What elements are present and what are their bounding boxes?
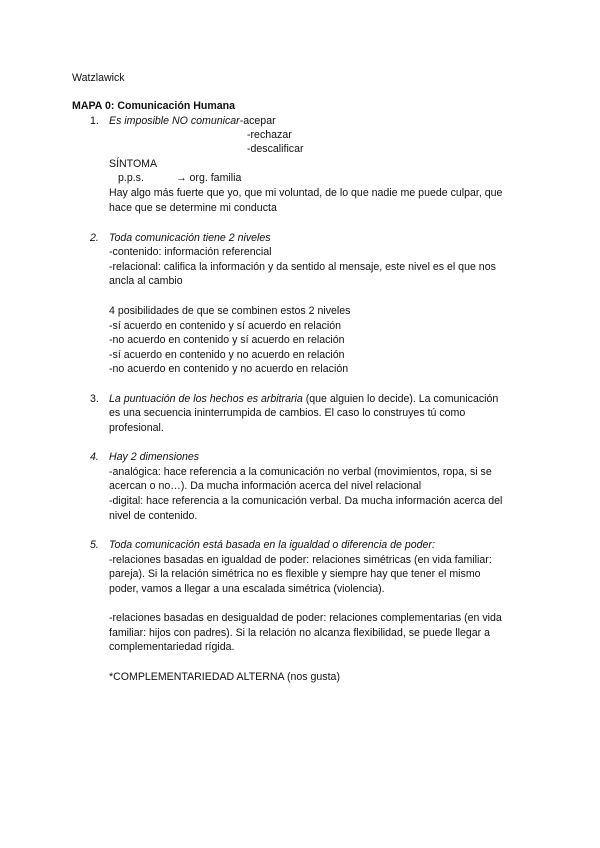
item-4-line-2: acercan o no…). Da mucha información acerca del nivel relacional	[109, 480, 422, 492]
item-1-heading-line	[109, 115, 276, 128]
item-2-line-6: -no acuerdo en contenido y sí acuerdo en relación	[109, 334, 345, 346]
item-2-line-2: -relacional: califica la información y da sentido al mensaje, este nivel es el que nos	[109, 261, 496, 273]
item-1-heading: Es imposible NO comunicar	[109, 115, 240, 127]
item-2-number: 2.	[90, 232, 99, 244]
item-5-heading: Toda comunicación está basada en la igualdad o diferencia de poder:	[109, 539, 435, 551]
author-line: Watzlawick	[72, 72, 125, 84]
item-1-pps: p.p.s.	[118, 172, 144, 184]
item-3-heading: La puntuación de los hechos es arbitraria	[109, 393, 303, 405]
item-5-line-4: -relaciones basadas en desigualdad de poder: relaciones complementarias (en vida	[109, 612, 502, 624]
item-2-heading: Toda comunicación tiene 2 niveles	[109, 232, 271, 244]
item-3-line-1	[109, 393, 498, 406]
item-5-line-7: *COMPLEMENTARIEDAD ALTERNA (nos gusta)	[109, 671, 340, 683]
item-5-line-2: pareja). Si la relación simétrica no es flexible y siempre hay que tener el mismo	[109, 568, 481, 580]
item-1-sintoma: SÍNTOMA	[109, 158, 158, 170]
item-5-line-5: familiar: hijos con padres). Si la relación no alcanza flexibilidad, se puede llegar a	[109, 627, 490, 639]
item-4-line-4: nivel de contenido.	[109, 510, 198, 522]
item-5-number: 5.	[90, 539, 99, 551]
item-5-line-1: -relaciones basadas en igualdad de poder: relaciones simétricas (en vida familiar:	[109, 554, 492, 566]
item-4-number: 4.	[90, 451, 99, 463]
item-3-number: 3.	[90, 393, 99, 405]
item-4-line-3: -digital: hace referencia a la comunicación verbal. Da mucha información acerca del	[109, 495, 503, 507]
item-5-line-3: poder, vamos a llegar a una escalada simétrica (violencia).	[109, 583, 385, 595]
item-1-text-2: hace que se determine mi conducta	[109, 202, 277, 214]
item-1-option-reject: -rechazar	[247, 129, 292, 141]
item-1-option-disqualify: -descalificar	[247, 143, 304, 155]
document-title: MAPA 0: Comunicación Humana	[72, 100, 236, 112]
item-1-arrow-line: → org. familia	[176, 172, 242, 184]
item-2-line-3: ancla al cambio	[109, 275, 183, 287]
item-3-line-2: es una secuencia ininterrumpida de cambios. El caso lo construyes tú como	[109, 407, 466, 419]
item-3-heading-rest: (que alguien lo decide). La comunicación	[302, 393, 499, 405]
item-2-line-8: -no acuerdo en contenido y no acuerdo en relación	[109, 363, 349, 375]
item-4-line-1: -analógica: hace referencia a la comunicación no verbal (movimientos, ropa, si se	[109, 466, 492, 478]
item-1-option-accept: -acepar	[239, 115, 276, 127]
item-2-line-4: 4 posibilidades de que se combinen estos 2 niveles	[109, 305, 351, 317]
item-3-line-3: profesional.	[109, 422, 164, 434]
item-4-heading: Hay 2 dimensiones	[109, 451, 200, 463]
item-5-line-6: complementariedad rígida.	[109, 641, 235, 653]
item-2-line-5: -sí acuerdo en contenido y sí acuerdo en relación	[109, 320, 342, 332]
item-1-number: 1.	[90, 115, 99, 127]
item-2-line-1: -contenido: información referencial	[109, 246, 272, 258]
item-2-line-7: -sí acuerdo en contenido y no acuerdo en relación	[109, 349, 345, 361]
item-1-text-1: Hay algo más fuerte que yo, que mi voluntad, de lo que nadie me puede culpar, que	[109, 187, 503, 199]
